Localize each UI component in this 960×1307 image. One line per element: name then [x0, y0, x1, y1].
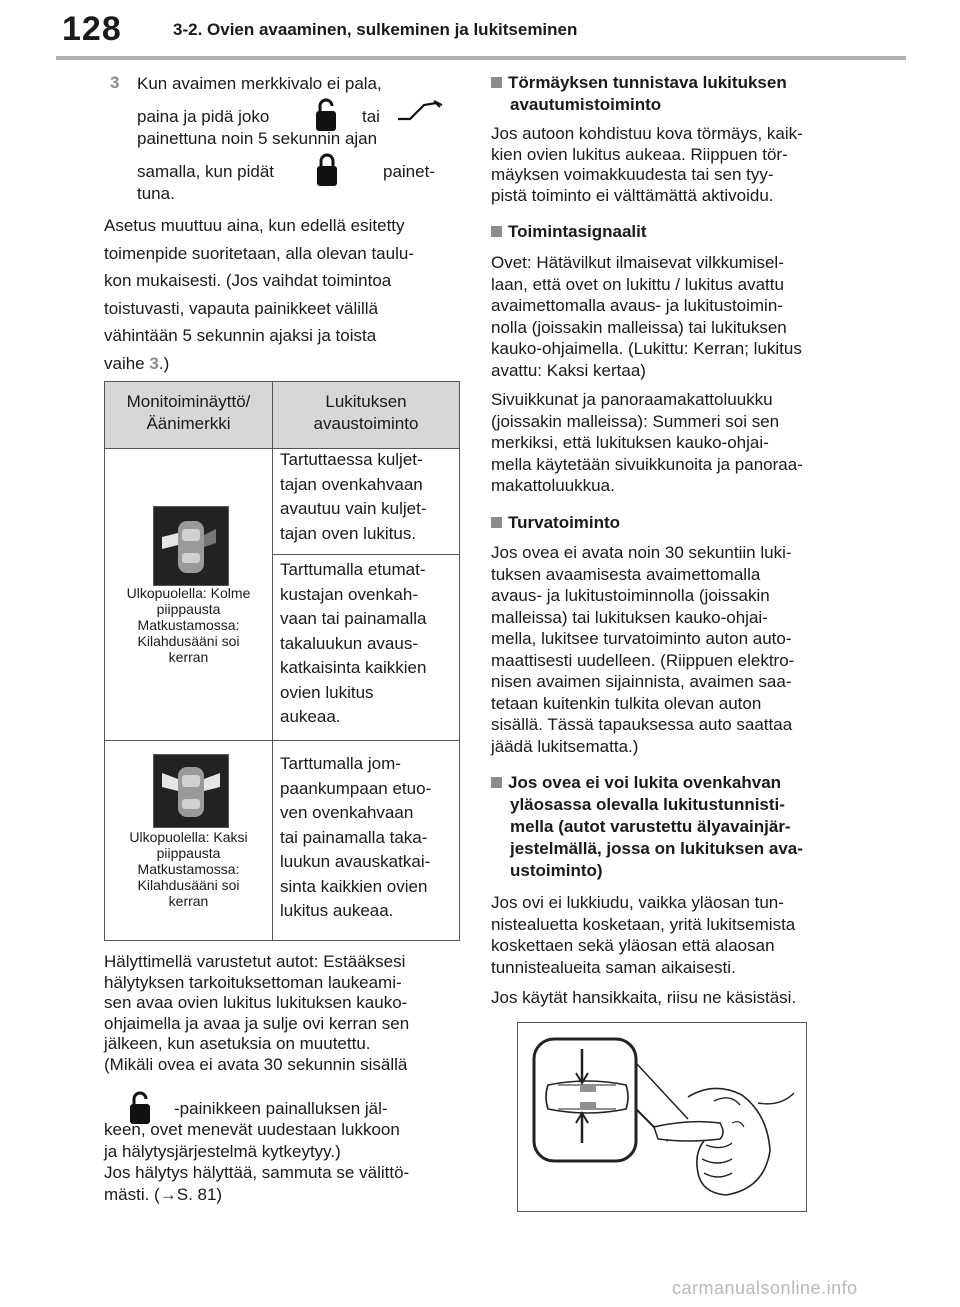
heading-lock-sensor [491, 772, 803, 882]
cell-line: paankumpaan etuo- [280, 778, 432, 798]
text-line: Jos ovi ei lukkiudu, vaikka yläosan tun- [491, 893, 784, 912]
row1-caption [105, 585, 272, 665]
caption-line: Kilahdusääni soi [137, 877, 240, 893]
caption-line: piippausta [156, 845, 221, 861]
caption-line: piippausta [156, 601, 221, 617]
text-line: Jos autoon kohdistuu kova törmäys, kaik- [491, 124, 803, 143]
text-line: pistä toiminto ei välttämättä aktivoidu. [491, 185, 774, 205]
cell-line: katkaisinta kaikkien [280, 658, 427, 677]
text-line: mella käytetään sivuikkunoita ja panoraa- [491, 454, 803, 474]
alarm-line: Hälyttimellä varustetut autot: Estääksesi [104, 952, 406, 971]
alarm-line: sen avaa ovien lukitus lukituksen kauko- [104, 993, 408, 1012]
cell-line: vaan tai painamalla [280, 609, 427, 628]
text-line: Jos ovea ei avata noin 30 sekuntiin luki- [491, 543, 792, 562]
bullet-square-icon [491, 517, 502, 528]
caption-line: Matkustamossa: [137, 617, 240, 633]
cell-line: Tarttumalla etumat- [280, 560, 426, 579]
cell-line: Tarttumalla jom- [280, 754, 401, 773]
cell-line: lukitus aukeaa. [280, 901, 394, 920]
windows-paragraph [491, 389, 803, 497]
heading-signals [491, 221, 647, 243]
heading-text: avautumistoiminto [510, 95, 662, 114]
alarm-line: keen, ovet menevät uudestaan lukkoon [104, 1120, 400, 1139]
step-number: 3 [110, 73, 120, 92]
row1-cell-b [280, 558, 456, 730]
caption-line: Matkustamossa: [137, 861, 240, 877]
alarm-paragraph-2 [104, 1119, 409, 1205]
bullet-square-icon [491, 777, 502, 788]
text-line: merkiksi, että lukituksen kauko-ohjai- [491, 433, 769, 452]
cell-line: tajan oven lukitus. [280, 523, 417, 543]
cell-line: luukun avauskatkai- [280, 852, 431, 871]
section-title: 3-2. Ovien avaaminen, sulkeminen ja lukitseminen [173, 20, 578, 39]
alarm-line: jälkeen, kun asetuksia on muutettu. [104, 1034, 371, 1053]
page-number: 128 [62, 10, 122, 48]
row2-caption [105, 829, 272, 909]
step-line-2b: tai [362, 107, 380, 126]
text-line: tetaan kuitenkin tulkita olevan auton [491, 693, 762, 713]
cell-line: takaluukun avaus- [280, 633, 418, 653]
table-divider [272, 382, 273, 940]
caption-line: kerran [168, 893, 209, 909]
text-line: nisen avaimen sijainnista, avaimen saa- [491, 672, 792, 691]
cell-line: ovien lukitus [280, 682, 374, 702]
table-header-right [273, 391, 459, 435]
text-line: (joissakin malleissa): Summeri soi sen [491, 411, 780, 431]
door-handle-figure [517, 1022, 807, 1212]
step-line-4b: painet- [383, 162, 435, 181]
settings-line: vähintään 5 sekunnin ajaksi ja toista [104, 326, 377, 345]
cell-line: kustajan ovenkah- [280, 584, 418, 604]
settings-line: kon mukaisesti. (Jos vaihdat toimintoa [104, 271, 392, 290]
text-line: malleissa) tai lukituksen kauko-ohjai- [491, 607, 768, 627]
watermark: carmanualsonline.info [672, 1278, 858, 1298]
text-line: avattu: Kaksi kertaa) [491, 360, 646, 380]
text: mästi. ( [104, 1184, 160, 1204]
step-reference: 3 [149, 353, 159, 373]
heading-text: yläosassa olevalla lukitustunnisti- [510, 795, 785, 814]
text-line: avaus- ja lukitustoiminnolla (joissakin [491, 586, 770, 605]
cell-line: tai painamalla taka- [280, 827, 428, 847]
alarm-line: Jos hälytys hälyttää, sammuta se välittö- [104, 1163, 410, 1182]
car-doors-open-icon [153, 506, 229, 586]
heading-text: Jos ovea ei voi lukita ovenkahvan [508, 773, 782, 792]
text-line: Sivuikkunat ja panoraamakattoluukku [491, 390, 773, 409]
page-link[interactable]: S. 81) [176, 1184, 223, 1204]
gloves-note: Jos käytät hansikkaita, riisu ne käsistäsi. [491, 988, 797, 1007]
text-line: maattisesti uudelleen. (Riippuen elektro- [491, 650, 795, 670]
settings-paragraph [104, 212, 414, 377]
text: vaihe [104, 353, 150, 373]
table-header-left [105, 391, 272, 435]
heading-collision-unlock [491, 72, 787, 116]
settings-line-last [104, 350, 414, 378]
settings-line: toimenpide suoritetaan, alla olevan taulu- [104, 243, 414, 263]
heading-text: jestelmällä, jossa on lukituksen ava- [510, 839, 803, 858]
step-line-2a: paina ja pidä joko [137, 107, 270, 126]
cell-line: avautuu vain kuljet- [280, 499, 427, 518]
heading-text: mella (autot varustettu älyavainjär- [510, 817, 791, 836]
text-line: kien ovien lukitus aukeaa. Riippuen tör- [491, 144, 788, 164]
text-line: kauko-ohjaimella. (Lukittu: Kerran; lukitus [491, 339, 802, 358]
collision-paragraph [491, 124, 803, 206]
alarm-line-last [104, 1184, 409, 1206]
text: .) [158, 353, 170, 373]
alarm-line: ja hälytysjärjestelmä kytkeytyy.) [104, 1141, 341, 1161]
caption-line: Ulkopuolella: Kolme [126, 585, 251, 601]
step-line-5: tuna. [137, 184, 175, 203]
heading-text: Toimintasignaalit [508, 222, 647, 241]
table-row-divider [105, 740, 459, 741]
security-paragraph [491, 542, 794, 757]
text-line: avaimettomalla avaus- ja lukitustoimin- [491, 296, 783, 315]
text-line: nolla (joissakin malleissa) tai lukituksen [491, 317, 787, 337]
text-line: Ovet: Hätävilkut ilmaisevat vilkkumisel- [491, 253, 784, 272]
alarm-paragraph [104, 952, 409, 1075]
cell-line: tajan ovenkahvaan [280, 474, 423, 494]
alarm-line: ohjaimella ja avaa ja sulje ovi kerran sen [104, 1013, 410, 1033]
step-line-4a: samalla, kun pidät [137, 162, 275, 181]
text-line: mella, lukitsee turvatoiminto auton auto- [491, 629, 792, 648]
caption-line: Kilahdusääni soi [137, 633, 240, 649]
text-line: tunnistealueita saman aikaisesti. [491, 957, 736, 977]
table-row-divider [272, 554, 459, 555]
text-line: koskettaen sekä yläosan että alaosan [491, 936, 775, 955]
header-text: Lukituksen [325, 392, 407, 411]
settings-line: Asetus muuttuu aina, kun edellä esitetty [104, 216, 405, 235]
header-text: Äänimerkki [146, 414, 231, 433]
text-line: makattoluukkua. [491, 476, 615, 495]
text-line: tuksen avaamisesta avaimettomalla [491, 564, 761, 584]
caption-line: kerran [168, 649, 209, 665]
header-rule [56, 56, 906, 60]
text-line: laan, että ovet on lukittu / lukitus avattu [491, 274, 784, 294]
settings-line: toistuvasti, vapauta painikkeet välillä [104, 298, 379, 318]
header-text: Monitoiminäyttö/ [126, 392, 251, 411]
caption-line: Ulkopuolella: Kaksi [129, 829, 248, 845]
trunk-icon [396, 99, 444, 127]
step-line-3: painettuna noin 5 sekunnin ajan [137, 129, 378, 148]
text-line: nistealuetta kosketaan, yritä lukitsemista [491, 914, 796, 934]
cell-line: Tartuttaessa kuljet- [280, 450, 423, 469]
alarm-line: (Mikäli ovea ei avata 30 sekunnin sisällä [104, 1054, 408, 1074]
cell-line: sinta kaikkien ovien [280, 876, 428, 896]
heading-text: ustoiminto) [510, 861, 603, 880]
bullet-square-icon [491, 77, 502, 88]
signals-paragraph [491, 252, 802, 381]
heading-text: Törmäyksen tunnistava lukituksen [508, 73, 787, 92]
heading-security [491, 512, 620, 534]
step-line-1: Kun avaimen merkkivalo ei pala, [137, 74, 382, 93]
text-line: mäyksen voimakkuudesta tai sen tyy- [491, 165, 774, 184]
settings-table [104, 381, 460, 941]
lock-icon [314, 152, 340, 188]
text-line: jäädä lukitsematta.) [491, 736, 639, 756]
car-doors-open-icon [153, 754, 229, 828]
row1-cell-a [280, 448, 456, 546]
heading-text: Turvatoiminto [508, 513, 621, 532]
cell-line: aukeaa. [280, 707, 341, 726]
text-line: sisällä. Tässä tapauksessa auto saattaa [491, 715, 793, 734]
header-text: avaustoiminto [313, 414, 419, 433]
row2-cell [280, 752, 456, 924]
alarm-line: hälytyksen tarkoituksettoman laukeami- [104, 972, 402, 992]
bullet-square-icon [491, 226, 502, 237]
cell-line: ven ovenkahvaan [280, 803, 414, 822]
arrow-icon: → [159, 1184, 177, 1204]
alarm-icon-line: -painikkeen painalluksen jäl- [174, 1099, 388, 1118]
lock-sensor-paragraph [491, 892, 795, 978]
